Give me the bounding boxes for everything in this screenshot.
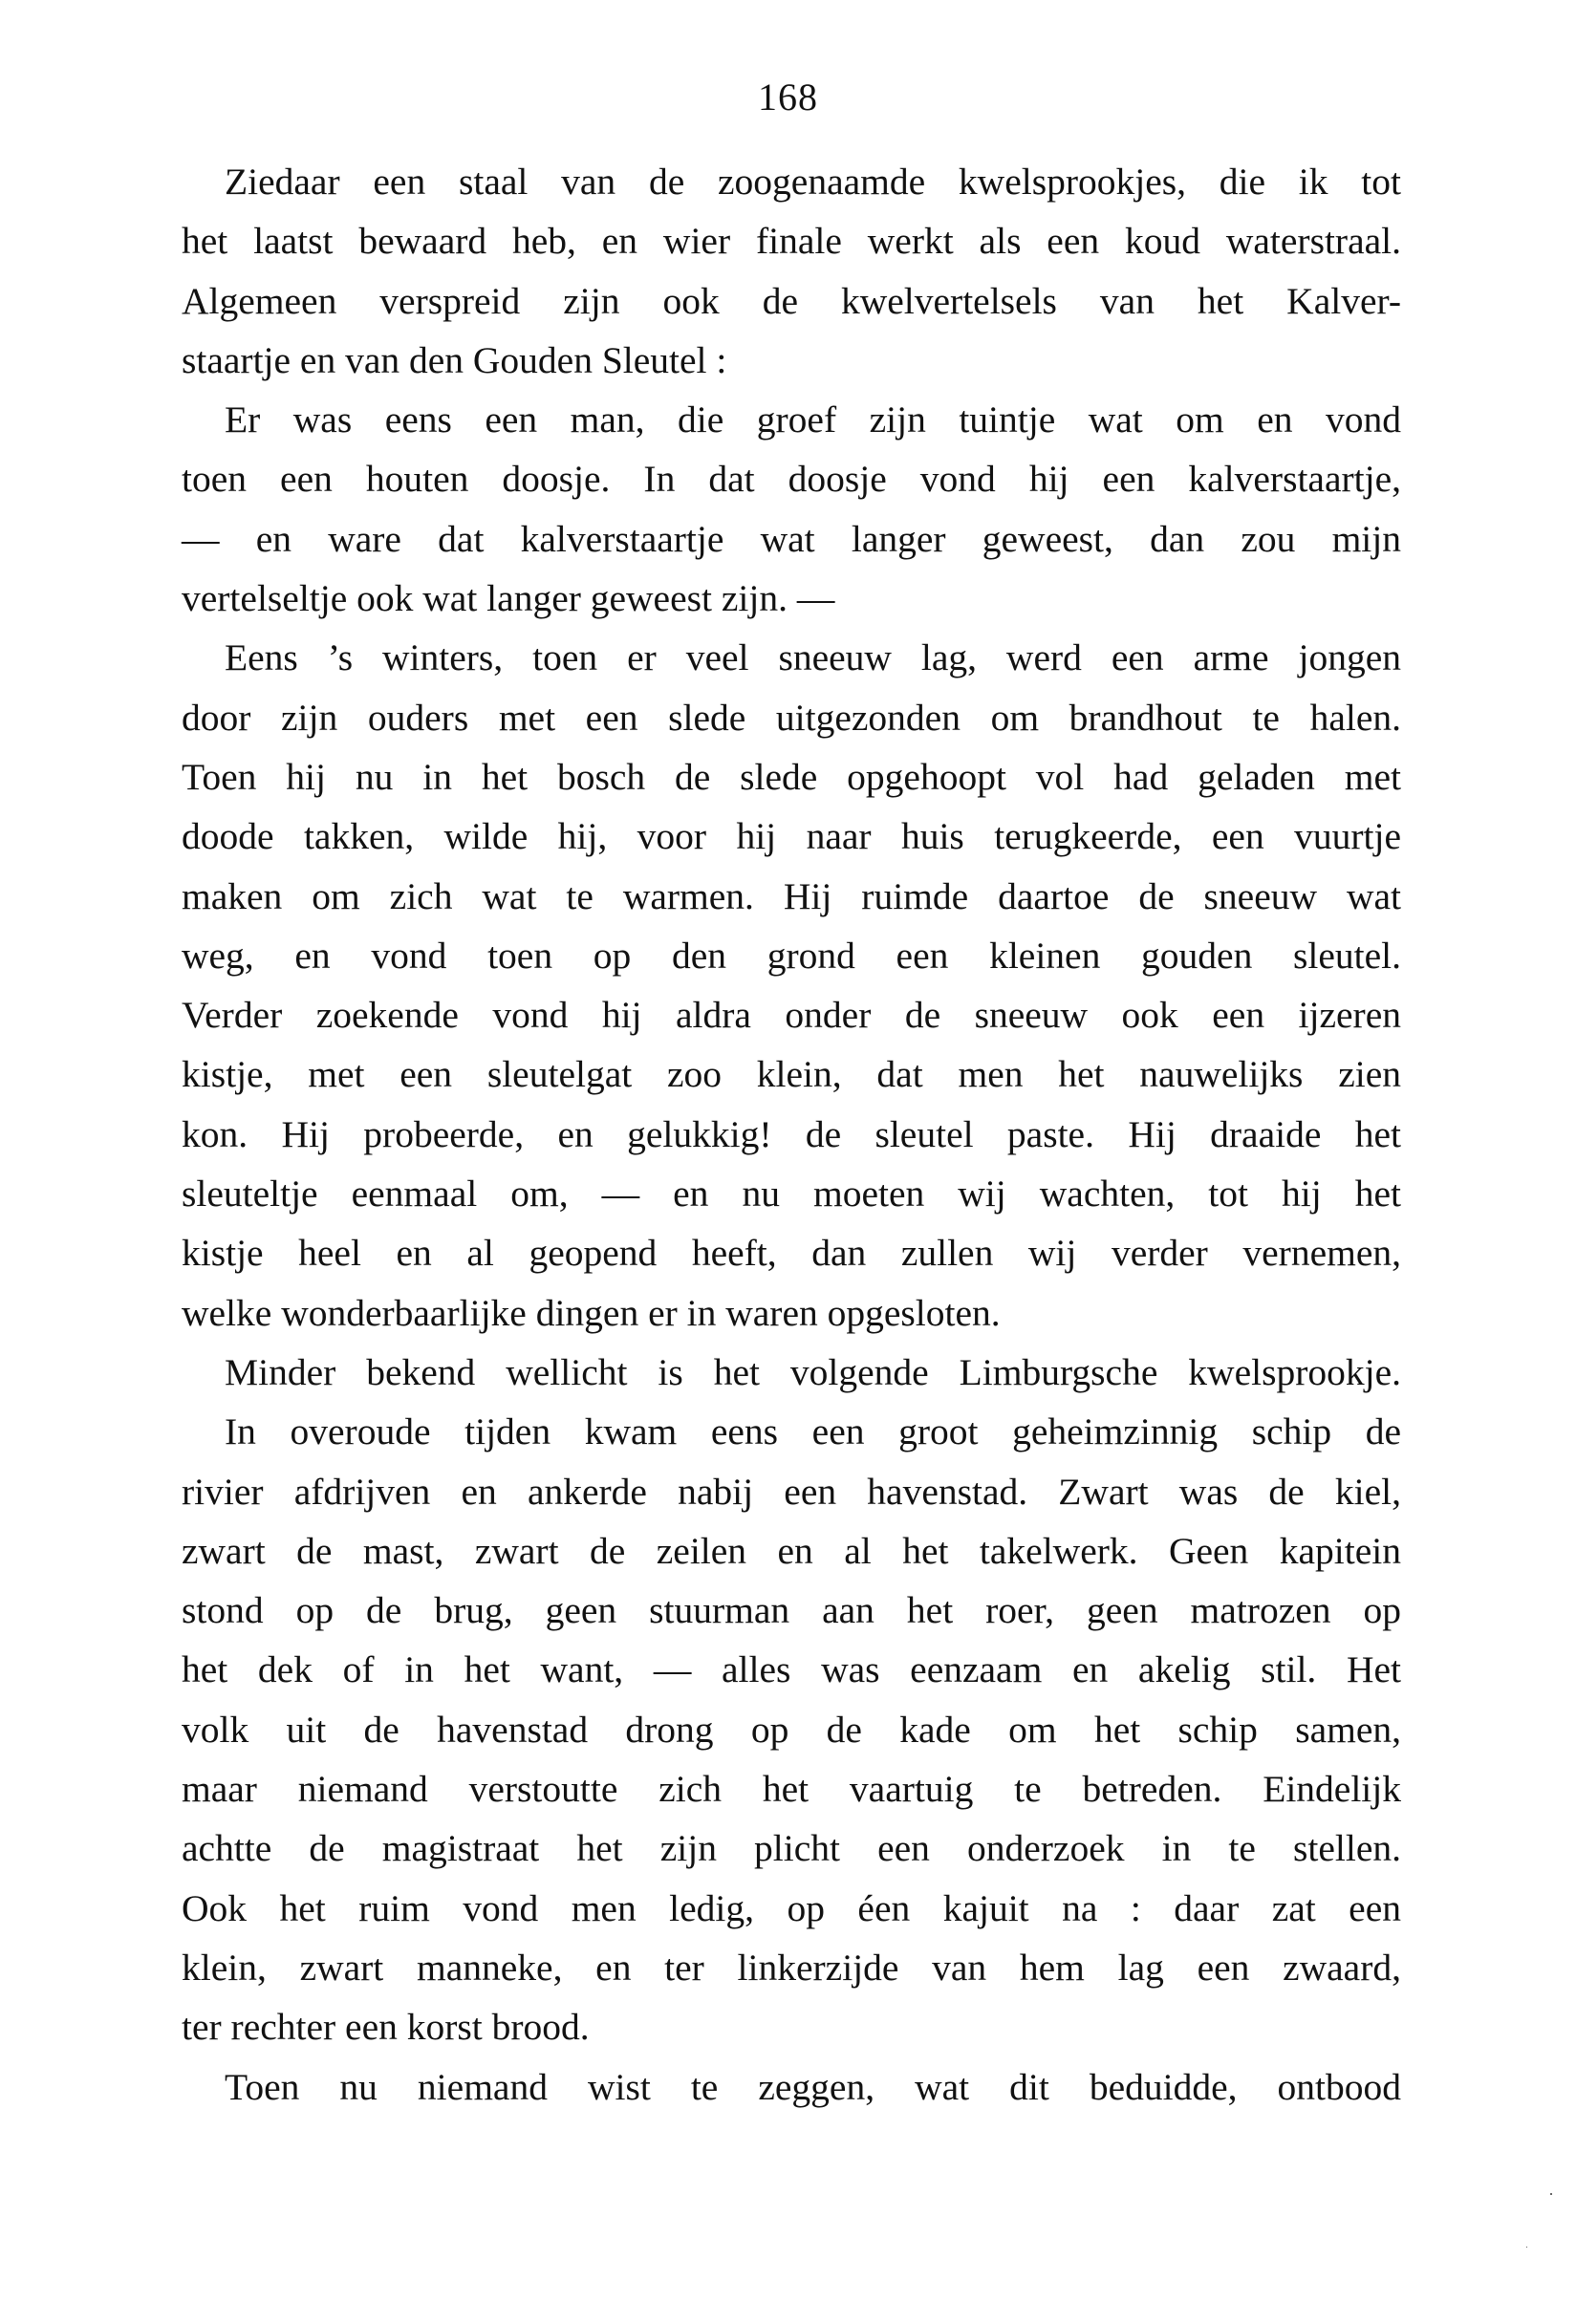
text-line: door zijn ouders met een slede uitgezonden om brandhout te halen. [182, 696, 1401, 739]
text-line: volk uit de havenstad drong op de kade om het schip samen, [182, 1708, 1401, 1751]
text-line: vertelseltje ook wat langer geweest zijn. — [182, 577, 835, 620]
text-line: stond op de brug, geen stuurman aan het roer, geen matrozen op [182, 1589, 1401, 1632]
page-number: 168 [758, 75, 818, 118]
text-line: kistje, met een sleutelgat zoo klein, dat men het nauwelijks zien [182, 1053, 1401, 1096]
text-line: weg, en vond toen op den grond een kleinen gouden sleutel. [182, 934, 1401, 977]
text-line: rivier afdrijven en ankerde nabij een havenstad. Zwart was de kiel, [182, 1470, 1401, 1513]
text-line: kon. Hij probeerde, en gelukkig! de sleutel paste. Hij draaide het [182, 1112, 1401, 1155]
text-line: klein, zwart manneke, en ter linkerzijde van hem lag een zwaard, [182, 1946, 1401, 1989]
text-line: het laatst bewaard heb, en wier finale werkt als een koud waterstraal. [182, 220, 1401, 263]
text-line: In overoude tijden kwam eens een groot geheimzinnig schip de [225, 1410, 1401, 1453]
scan-speck [1526, 2247, 1527, 2248]
text-line: doode takken, wilde hij, voor hij naar huis terugkeerde, een vuurtje [182, 815, 1401, 858]
text-line: Toen hij nu in het bosch de slede opgehoopt vol had geladen met [182, 755, 1401, 798]
text-line: het dek of in het want, — alles was eenzaam en akelig stil. Het [182, 1648, 1401, 1691]
text-line: Algemeen verspreid zijn ook de kwelvertelsels van het Kalver- [182, 279, 1401, 322]
text-line: Minder bekend wellicht is het volgende Limburgsche kwelsprookje. [225, 1350, 1401, 1393]
text-line: achtte de magistraat het zijn plicht een onderzoek in te stellen. [182, 1827, 1401, 1870]
text-line: toen een houten doosje. In dat doosje vond hij een kalverstaartje, [182, 458, 1401, 501]
text-line: — en ware dat kalverstaartje wat langer geweest, dan zou mijn [182, 517, 1401, 560]
text-line: welke wonderbaarlijke dingen er in waren opgesloten. [182, 1291, 1001, 1334]
text-line: sleuteltje eenmaal om, — en nu moeten wij wachten, tot hij het [182, 1173, 1401, 1216]
text-line: Eens ’s winters, toen er veel sneeuw lag, werd een arme jongen [225, 636, 1401, 679]
text-line: maar niemand verstoutte zich het vaartuig te betreden. Eindelijk [182, 1768, 1401, 1811]
text-line: Ziedaar een staal van de zoogenaamde kwelsprookjes, die ik tot [225, 161, 1401, 203]
text-line: maken om zich wat te warmen. Hij ruimde daartoe de sneeuw wat [182, 874, 1401, 917]
text-line: zwart de mast, zwart de zeilen en al het takelwerk. Geen kapitein [182, 1529, 1401, 1572]
scan-speck [1550, 2193, 1552, 2195]
text-line: ter rechter een korst brood. [182, 2006, 590, 2049]
body-text [182, 152, 1401, 2117]
text-line: Verder zoekende vond hij aldra onder de sneeuw ook een ijzeren [182, 994, 1401, 1037]
text-line: Toen nu niemand wist te zeggen, wat dit beduidde, ontbood [225, 2065, 1401, 2108]
text-line: Ook het ruim vond men ledig, op éen kajuit na : daar zat een [182, 1886, 1401, 1929]
text-line: Er was eens een man, die groef zijn tuintje wat om en vond [225, 398, 1401, 441]
text-line: kistje heel en al geopend heeft, dan zullen wij verder vernemen, [182, 1232, 1401, 1275]
text-line: staartje en van den Gouden Sleutel : [182, 338, 727, 381]
